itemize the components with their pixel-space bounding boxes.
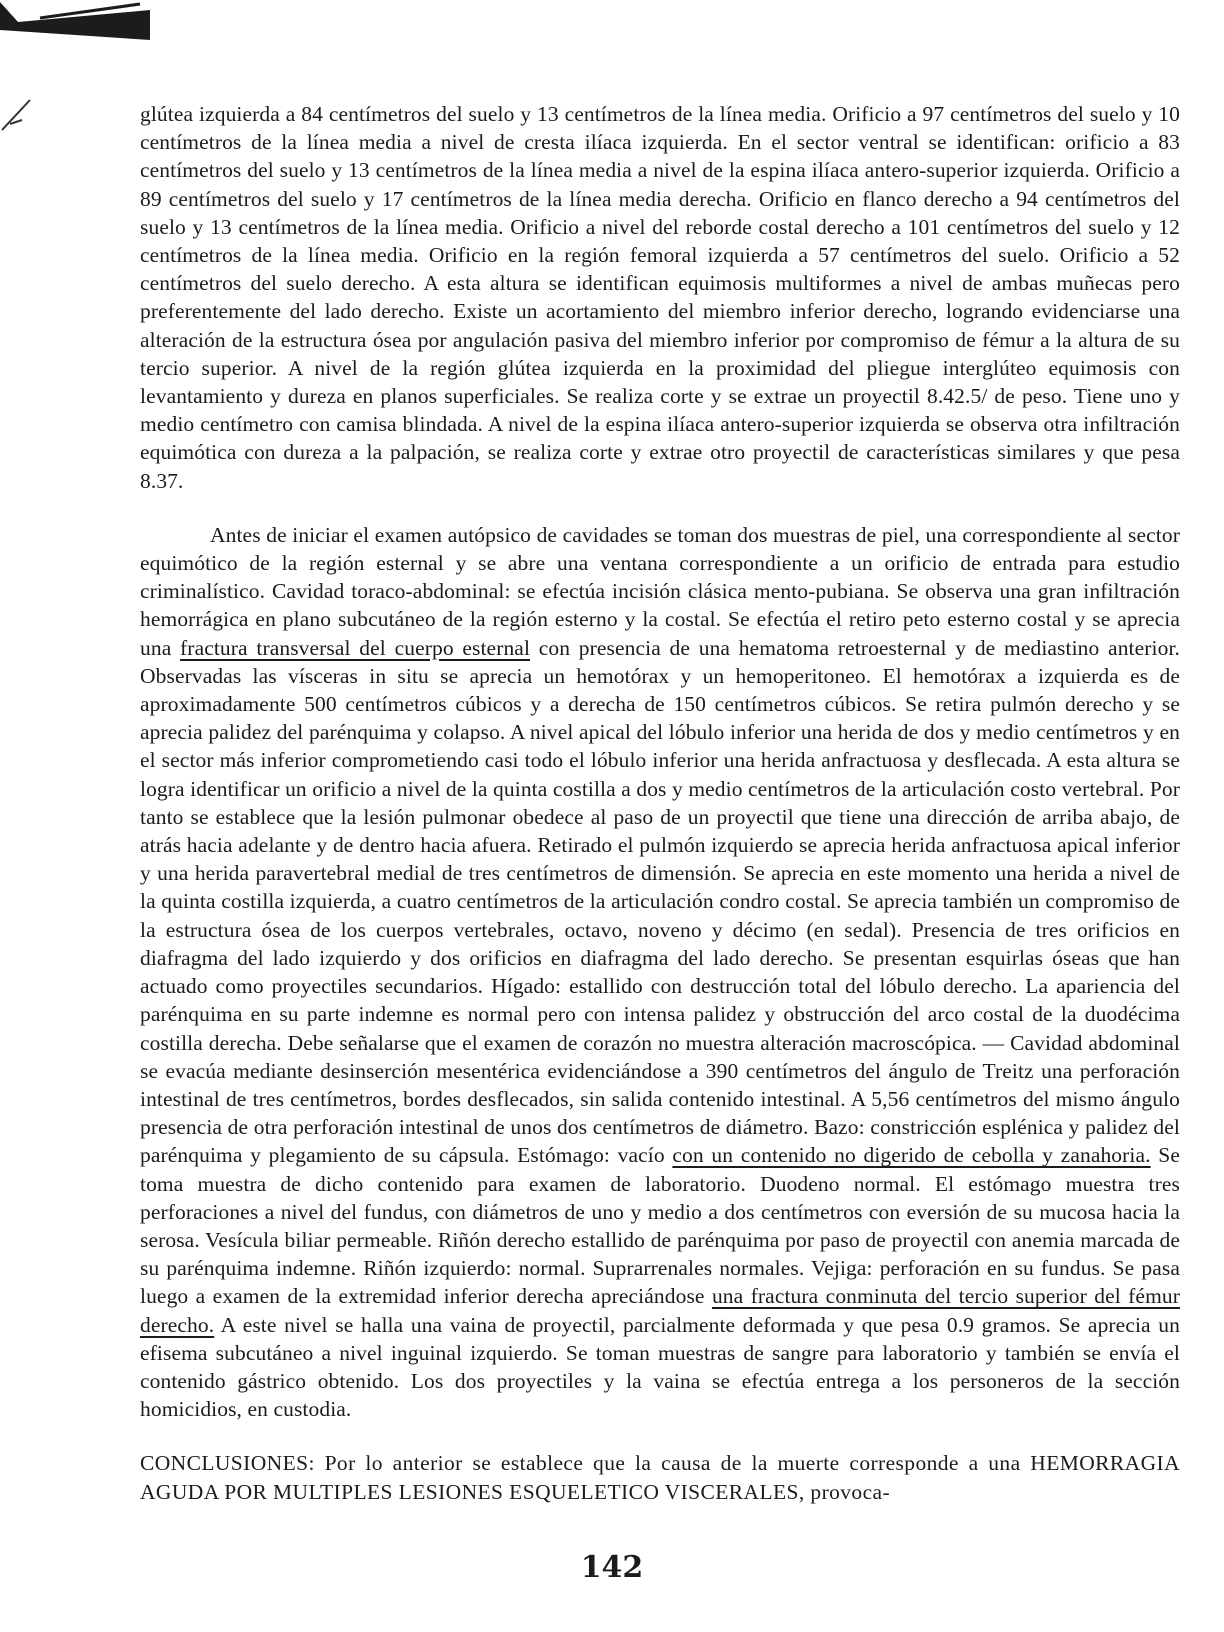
underlined-femur-fracture: una fractura conminuta del tercio superior del fémur derecho. (140, 1284, 1181, 1337)
document-page (140, 100, 1180, 1506)
paragraph-external-exam: glútea izquierda a 84 centímetros del suelo y 13 centímetros de la línea media. Orificio a 97 centímetros del suelo y 10 centímetros de la línea media a nivel de cresta ilíaca izquierda. En el sector ventral se identifican: orificio a 83 centímetros del suelo y 13 centímetros de la línea media a nivel de la espina ilíaca antero-superior izquierda. Orificio a 89 centímetros del suelo y 17 centímetros de la línea media derecha. Orificio en flanco derecho a 94 centímetros del suelo y 13 centímetros de la línea media. Orificio a nivel del reborde costal derecho a 101 centímetros del suelo y 12 centímetros de la línea media. Orificio en la región femoral izquierda a 57 centímetros del suelo. Orificio a 52 centímetros del suelo derecho. A esta altura se identifican equimosis multiformes a nivel de ambas muñecas pero preferentemente del lado derecho. Existe un acortamiento del miembro inferior derecho, logrando evidenciarse una alteración de la estructura ósea por angulación pasiva del miembro inferior por compromiso de fémur a la altura de su tercio superior. A nivel de la región glútea izquierda en la proximidad del pliegue interglúteo equimosis con levantamiento y dureza en planos superficiales. Se realiza corte y se extrae un proyectil 8.42.5/ de peso. Tiene uno y medio centímetro con camisa blindada. A nivel de la espina ilíaca antero-superior izquierda se observa otra infiltración equimótica con dureza a la palpación, se realiza corte y extrae otro proyectil de características similares y que pesa 8.37. (140, 102, 1180, 493)
paragraph-cavity-exam (140, 521, 1180, 1424)
cavity-text-2: con presencia de una hematoma retroesternal y de mediastino anterior. Observadas las vísceras in situ se aprecia un hemotórax y un hemoperitoneo. El hemotórax a izquierda es de aproximadamente 500 centímetros cúbicos y a derecha de 150 centímetros cúbicos. Se retira pulmón derecho y se aprecia palidez del parénquima y colapso. A nivel apical del lóbulo inferior una herida de dos y medio centímetros y en el sector más inferior comprometiendo casi todo el lóbulo inferior una herida anfractuosa y desflecada. A esta altura se logra identificar un orificio a nivel de la quinta costilla a dos y medio centímetros de la articulación costo vertebral. Por tanto se establece que la lesión pulmonar obedece al paso de un proyectil que tiene una dirección de arriba abajo, de atrás hacia adelante y de dentro hacia afuera. Retirado el pulmón izquierdo se aprecia herida anfractuosa apical inferior y una herida paravertebral medial de tres centímetros de dimensión. Se aprecia en este momento una herida a nivel de la quinta costilla izquierda, a cuatro centímetros de la articulación condro costal. Se aprecia también un compromiso de la estructura ósea de los cuerpos vertebrales, octavo, noveno y décimo (en sedal). Presencia de tres orificios en diafragma del lado izquierdo y dos orificios en diafragma del lado derecho. Se presentan esquirlas óseas que han actuado como proyectiles secundarios. Hígado: estallido con destrucción total del lóbulo derecho. La apariencia del parénquima en su parte indemne es normal pero con intensa palidez y obstrucción del arco costal de la duodécima costilla derecha. Debe señalarse que el examen de corazón no muestra alteración macroscópica. — Cavidad abdominal se evacúa mediante desinserción mesentérica evidenciándose a 390 centímetros del ángulo de Treitz una perforación intestinal de tres centímetros, bordes desflecados, sin salida contenido intestinal. A 5,56 centímetros del mismo ángulo presencia de otra perforación intestinal de unos dos centímetros de diámetro. Bazo: constricción esplénica y palidez del parénquima y plegamiento de su cápsula. Estómago: vacío (140, 635, 1180, 1168)
corner-scan-artifact (0, 0, 150, 48)
cavity-text-3: Se toma muestra de dicho contenido para examen de laboratorio. Duodeno normal. El estómago muestra tres perforaciones a nivel del fundus, con diámetros de uno y medio a dos centímetros con eversión de su mucosa hacia la serosa. Vesícula biliar permeable. Riñón derecho estallido de parénquima por paso de proyectil con anemia marcada de su parénquima indemne. Riñón izquierdo: normal. Suprarrenales normales. Vejiga: perforación en su fundus. Se pasa luego a examen de la extremidad inferior derecha apreciándose (140, 1143, 1180, 1309)
cavity-text-4: A este nivel se halla una vaina de proyectil, parcialmente deformada y que pesa 0.9 gramos. Se aprecia un efisema subcutáneo a nivel inguinal izquierdo. Se toman muestras de sangre para laboratorio y también se envía el contenido gástrico obtenido. Los dos proyectiles y la vaina se efectúa entrega a los personeros de la sección homicidios, en custodia. (140, 1312, 1180, 1422)
underlined-stomach-content: con un contenido no digerido de cebolla y zanahoria. (672, 1143, 1151, 1168)
paragraph-conclusions: CONCLUSIONES: Por lo anterior se establece que la causa de la muerte corresponde a una HEMORRAGIA AGUDA POR MULTIPLES LESIONES ESQUELETICO VISCERALES, provoca- (140, 1451, 1180, 1504)
page-number: 142 (580, 1550, 644, 1585)
cavity-text-1: Antes de iniciar el examen autópsico de cavidades se toman dos muestras de piel, una correspondiente al sector equimótico de la región esternal y se abre una ventana correspondiente a un orificio de entrada para estudio criminalístico. Cavidad toraco-abdominal: se efectúa incisión clásica mento-pubiana. Se observa una gran infiltración hemorrágica en plano subcutáneo de la región esterno y la costal. Se efectúa el retiro peto esterno costal y se aprecia una (140, 522, 1180, 660)
underlined-sternal-fracture: fractura transversal del cuerpo esternal (180, 635, 531, 660)
margin-scan-mark (0, 90, 40, 150)
